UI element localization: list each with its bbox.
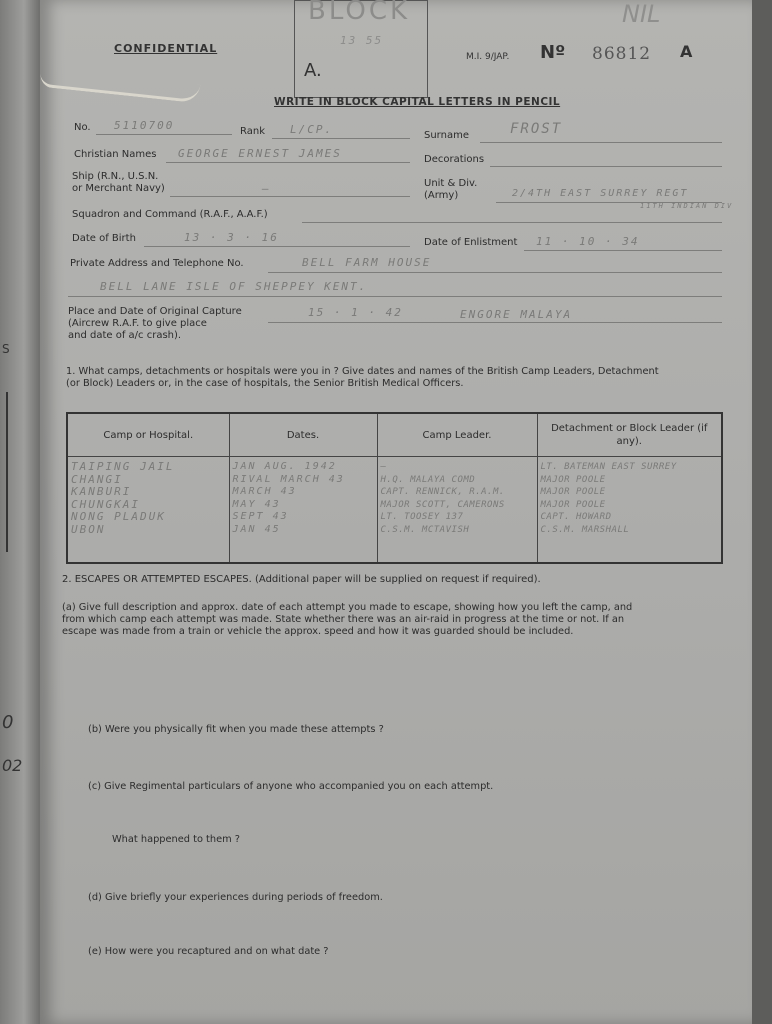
table-cell: C.S.M. MARSHALL [540,524,630,535]
capture-label-line1: Place and Date of Original Capture [68,306,242,317]
rank-label: Rank [240,126,265,137]
surname-rule [480,142,722,143]
decorations-rule [490,166,722,167]
table-cell: UBON [71,522,106,536]
binder-edge [752,0,772,1024]
serial-number-label: Nº [540,42,566,63]
surname-value: FROST [510,121,563,137]
christian-names-value: GEORGE ERNEST JAMES [178,147,342,160]
ship-label-line2: or Merchant Navy) [72,183,165,194]
address-line2: BELL LANE ISLE OF SHEPPEY KENT. [100,280,368,293]
enlistment-value: 11 · 10 · 34 [536,235,640,248]
capture-label-line3: and date of a/c crash). [68,330,182,341]
header-dates: Dates. [229,413,377,457]
left-page-fragment: S [2,342,10,356]
table-cell: MARCH 43 [232,486,297,497]
detachment-leader-column [537,457,722,564]
question2e: (e) How were you recaptured and on what date ? [88,946,329,957]
form-reference: M.I. 9/JAP. [466,52,510,62]
question2-title: 2. ESCAPES OR ATTEMPTED ESCAPES. (Additional paper will be supplied on request if required). [62,574,541,585]
question2a-line3: escape was made from a train or vehicle the approx. speed and how it was guarded should be included. [62,626,574,637]
table-cell: CHUNGKAI [71,497,140,511]
capture-label-line2: (Aircrew R.A.F. to give place [68,318,207,329]
camps-table-row [67,457,722,564]
table-cell: CHANGI [71,472,123,486]
header-detachment-leader: Detachment or Block Leader (if any). [537,413,722,457]
table-cell: JAN AUG. 1942 [232,461,337,472]
address-rule2 [68,296,722,297]
question2b: (b) Were you physically fit when you made these attempts ? [88,724,384,735]
unit-label-line1: Unit & Div. [424,178,478,189]
rank-value: L/CP. [290,123,334,136]
table-cell: C.S.M. MCTAVISH [380,524,470,535]
serial-number: 86812 [592,44,652,64]
camp-leader-column [377,457,537,564]
surname-label: Surname [424,130,469,141]
table-cell: TAIPING JAIL [71,460,175,473]
table-cell: — [380,462,387,472]
question2a-line2: from which camp each attempt was made. State whether there was an air-raid in progress at the time or not. If an [62,614,625,625]
table-cell: MAJOR POOLE [540,487,606,497]
question2c-followup: What happened to them ? [112,834,240,845]
decorations-label: Decorations [424,154,485,165]
table-cell: LT. BATEMAN EAST SURREY [540,462,677,472]
address-line1: BELL FARM HOUSE [302,256,432,269]
camp-column [67,457,229,564]
table-cell: CAPT. RENNICK, R.A.M. [380,487,505,497]
dates-column [229,457,377,564]
table-cell: RIVAL MARCH 43 [232,473,345,485]
camps-table [66,412,723,564]
address-rule1 [268,272,722,273]
confidential-heading: CONFIDENTIAL [114,42,218,55]
corner-handwritten-mark: NIL [622,0,661,28]
binding-string [39,68,200,104]
squadron-rule [302,222,722,223]
left-page-fragment: 0 [2,712,14,733]
capture-place: ENGORE MALAYA [460,308,573,321]
rank-rule [272,138,410,139]
no-rule [96,134,232,135]
table-cell: NONG PLADUK [71,510,166,523]
block-stamp-word: BLOCK [308,0,411,26]
enlistment-rule [524,250,722,251]
dob-value: 13 · 3 · 16 [184,231,279,244]
address-label: Private Address and Telephone No. [70,258,244,269]
ship-rule [170,196,410,197]
serial-suffix: A [680,42,693,61]
question2d: (d) Give briefly your experiences during periods of freedom. [88,892,383,903]
no-label: No. [74,122,91,133]
header-camp-or-hospital: Camp or Hospital. [67,413,229,457]
table-cell: MAJOR SCOTT, CAMERONS [380,499,505,510]
block-stamp-letter: A. [304,60,322,81]
left-page-rule [0,392,8,552]
no-value: 5110700 [114,119,175,132]
left-facing-page [0,0,40,1024]
table-cell: JAN 45 [232,523,281,535]
block-stamp-number: 13 55 [340,34,384,47]
question1-line2: (or Block) Leaders or, in the case of hospitals, the Senior British Medical Officers. [66,378,464,389]
dob-label: Date of Birth [72,233,136,244]
unit-rule [496,202,722,203]
enlistment-label: Date of Enlistment [424,237,518,248]
instruction-heading: WRITE IN BLOCK CAPITAL LETTERS IN PENCIL [274,96,561,108]
camps-table-header-row [67,413,722,457]
question1-line1: 1. What camps, detachments or hospitals were you in ? Give dates and names of the British Camp Leaders, Detachment [66,366,659,377]
ship-label-line1: Ship (R.N., U.S.N. [72,171,159,182]
left-page-fragment: 02 [2,756,23,775]
unit-value-division: 11TH INDIAN DIV [640,202,734,210]
table-cell: CAPT. HOWARD [540,512,612,522]
dob-rule [144,246,410,247]
christian-names-rule [166,162,410,163]
table-cell: LT. TOOSEY 137 [380,512,464,522]
table-cell: MAY 43 [232,498,281,510]
capture-date: 15 · 1 · 42 [308,306,403,319]
unit-value: 2/4TH EAST SURREY REGT [512,188,689,199]
header-camp-leader: Camp Leader. [377,413,537,457]
question2a-line1: (a) Give full description and approx. date of each attempt you made to escape, showing how you left the camp, and [62,602,633,613]
table-cell: H.Q. MALAYA COMD [380,474,476,485]
capture-rule [268,322,722,323]
table-cell: MAJOR POOLE [540,474,606,485]
ship-value: — [262,182,271,195]
table-cell: SEPT 43 [232,511,289,522]
unit-label-line2: (Army) [424,190,459,201]
question2c: (c) Give Regimental particulars of anyone who accompanied you on each attempt. [88,781,494,792]
squadron-label: Squadron and Command (R.A.F., A.A.F.) [72,209,268,220]
table-cell: MAJOR POOLE [540,499,606,510]
table-cell: KANBURI [71,485,132,498]
christian-names-label: Christian Names [74,149,157,160]
